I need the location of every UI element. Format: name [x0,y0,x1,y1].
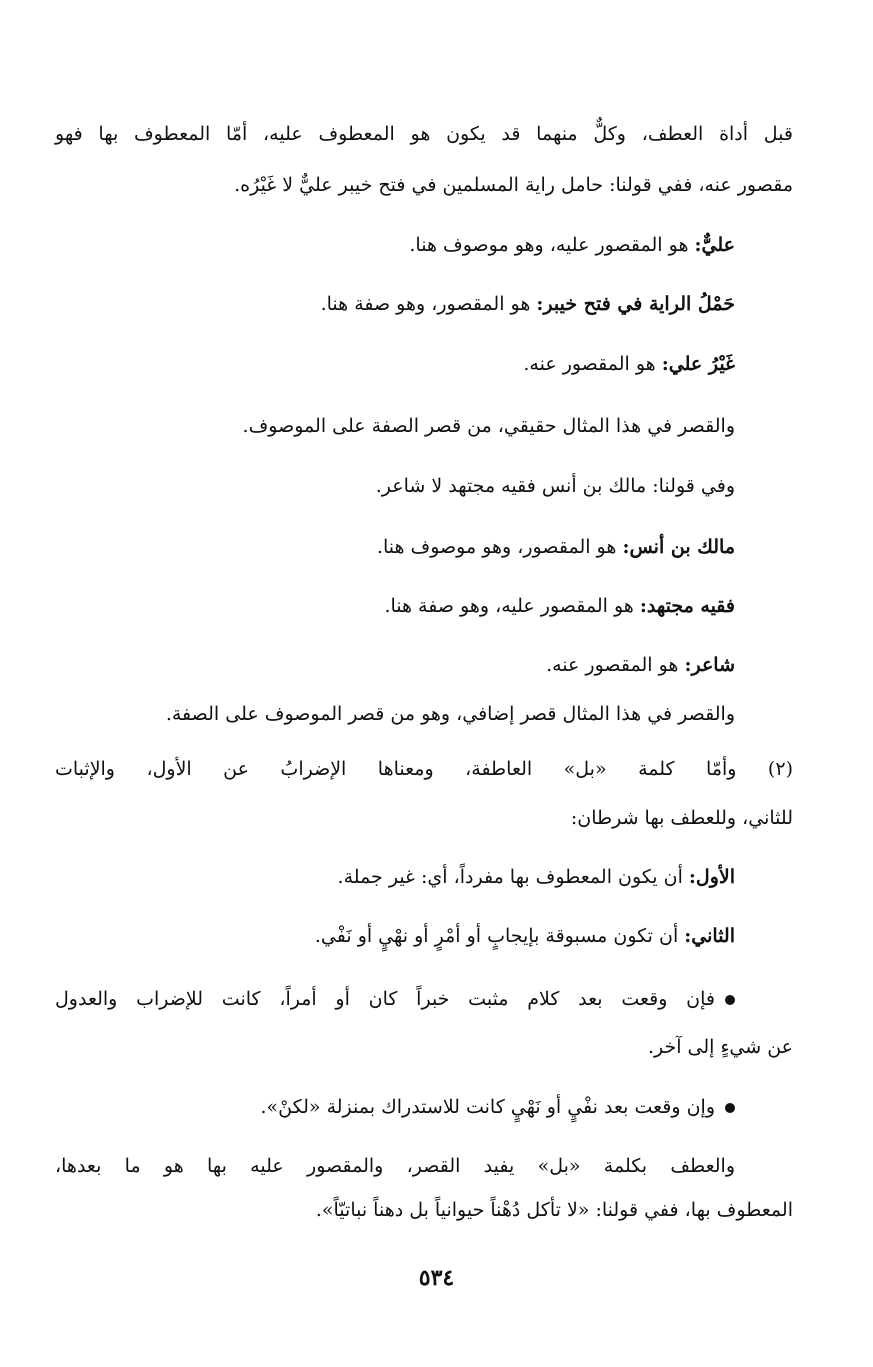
paragraph-line: والقصر في هذا المثال حقيقي، من قصر الصفة على الموصوف. [242,415,735,437]
paragraph-line: والعطف بكلمة «بل» يفيد القصر، والمقصور عليه بها هو ما بعدها، [55,1155,735,1177]
definition-line [55,350,735,378]
definition-text: هو المقصور، وهو موصوف هنا. [376,536,623,558]
definition-line [55,231,735,259]
bullet-text: وإن وقعت بعد نفْيٍ أو نَهْيٍ كانت للاستدراك بمنزلة «لكنْ». [260,1096,715,1118]
definition-term: شاعر: [684,654,735,676]
definition-line [55,922,735,950]
page-number: ٥٣٤ [418,1265,455,1291]
definition-line [55,863,735,891]
definition-line [55,290,735,318]
definition-term: غَيْرُ علي: [661,353,735,375]
definition-term: مالك بن أنس: [622,536,735,558]
definition-text: هو المقصور عنه. [546,654,685,676]
definition-line [55,592,735,620]
bullet-icon [725,1103,735,1113]
definition-text: هو المقصور عليه، وهو صفة هنا. [384,595,640,617]
definition-text: أن يكون المعطوف بها مفرداً، أي: غير جملة. [337,866,689,888]
paragraph-line: عن شيءٍ إلى آخر. [647,1036,793,1058]
definition-text: هو المقصور، وهو صفة هنا. [320,293,537,315]
definition-term: حَمْلُ الراية في فتح خيبر: [536,293,735,315]
paragraph-line: للثاني، وللعطف بها شرطان: [570,807,793,829]
definition-term: الأول: [688,866,735,888]
definition-text: أن تكون مسبوقة بإيجابٍ أو أمْرٍ أو نهْيٍ أو نَفْي. [314,925,685,947]
bullet-item [55,1093,735,1121]
definition-line [55,651,735,679]
definition-text: هو المقصور عنه. [523,353,662,375]
paragraph-line: والقصر في هذا المثال قصر إضافي، وهو من قصر الموصوف على الصفة. [165,703,735,725]
definition-term: عليٌّ: [694,234,735,256]
definition-line [55,533,735,561]
paragraph-line: (٢) وأمّا كلمة «بل» العاطفة، ومعناها الإضرابُ عن الأول، والإثبات [55,758,793,780]
paragraph-line: وفي قولنا: مالك بن أنس فقيه مجتهد لا شاعر. [375,475,735,497]
definition-term: فقيه مجتهد: [639,595,735,617]
definition-term: الثاني: [684,925,735,947]
paragraph-line: مقصور عنه، ففي قولنا: حامل راية المسلمين في فتح خيبر عليٌّ لا غَيْرُه. [234,174,793,196]
bullet-item [55,985,735,1013]
paragraph-line: المعطوف بها، ففي قولنا: «لا تأكل دُهْناً حيوانياً بل دهناً نباتيّاً». [315,1199,793,1221]
definition-text: هو المقصور عليه، وهو موصوف هنا. [409,234,695,256]
bullet-text: فإن وقعت بعد كلام مثبت خبراً كان أو أمراً، كانت للإضراب والعدول [55,988,715,1010]
paragraph-line: قبل أداة العطف، وكلٌّ منهما قد يكون هو المعطوف عليه، أمّا المعطوف بها فهو [55,123,793,145]
bullet-icon [725,995,735,1005]
